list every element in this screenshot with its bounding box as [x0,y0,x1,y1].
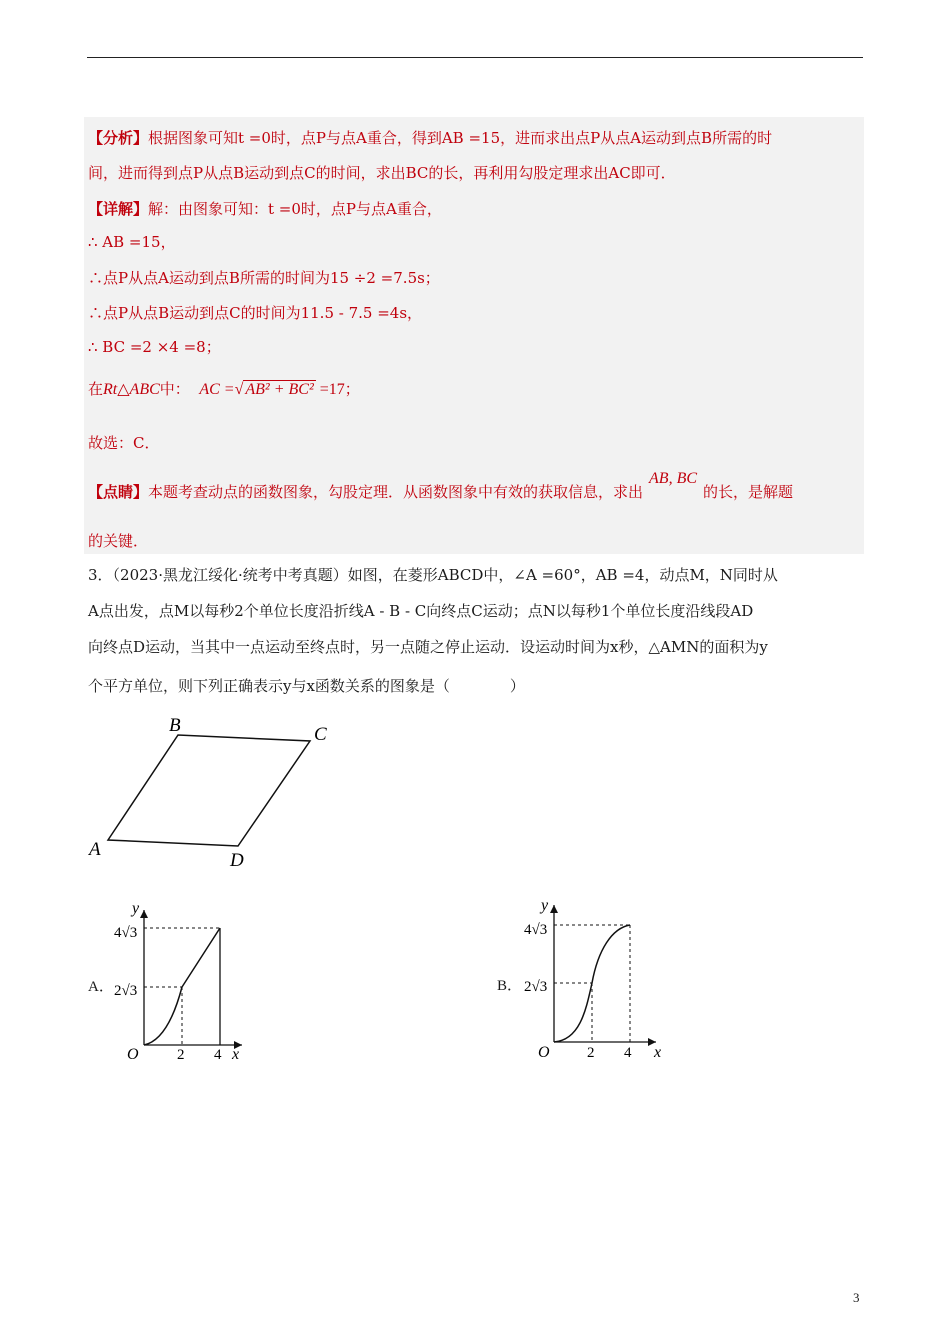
option-b-label: B． [497,978,523,994]
option-a-label: A． [88,979,114,995]
rhombus-figure [87,715,327,871]
step-2: ∴点P从点A运动到点B所需的时间为15 ÷2 =7.5s； [88,269,440,287]
x-label: x [654,1044,662,1061]
question-line-4: 个平方单位，则下列正确表示y与x函数关系的图象是（ ） [88,677,525,695]
x-tick-4: 4 [214,1047,222,1063]
comment-line-2: 的关键． [88,532,149,550]
radical-sign: √ [234,381,244,398]
choice-line: 故选：C． [88,434,160,452]
option-a-graph [114,900,242,1063]
vertex-D: D [230,850,244,871]
detail-line-1: 【详解】解：由图象可知：t =0时，点P与点A重合， [88,200,442,218]
question-line-3: 向终点D运动，当其中一点运动至终点时，另一点随之停止运动．设运动时间为x秒，△AMN的面积为y [88,638,768,656]
x-tick-4: 4 [624,1045,632,1061]
analysis-line-2: 间，进而得到点P从点B运动到点C的时间，求出BC的长，再利用勾股定理求出AC即可． [88,164,676,182]
vertex-C: C [314,724,327,745]
step-3: ∴点P从点B运动到点C的时间为11.5 - 7.5 =4s， [88,304,423,322]
analysis-line-1: 【分析】根据图象可知t =0时，点P与点A重合，得到AB =15，进而求出点P从点A运动到点B所需的时 [88,129,773,147]
vertex-B: B [169,715,181,736]
comment-expr: AB, BC [649,470,698,487]
step-4: ∴ BC =2 ×4 =8； [88,338,221,356]
analysis-tag: 【分析】 [88,129,149,147]
y-tick-2r3: 2√3 [524,979,548,995]
y-arrow [140,910,148,918]
y-tick-4r3: 4√3 [114,925,138,941]
triangle-expr: Rt△ABC [103,381,160,398]
y-arrow [550,905,558,913]
curve [144,928,220,1045]
y-tick-4r3: 4√3 [524,922,548,938]
origin-label: O [538,1044,550,1061]
comment-line-1: 【点睛】本题考查动点的函数图象，勾股定理．从函数图象中有效的获取信息，求出AB, BC的长，是解题 [88,470,794,501]
y-label: y [541,897,549,914]
x-tick-2: 2 [177,1047,185,1063]
vertex-A: A [89,839,101,860]
curve [554,925,630,1042]
x-label: x [232,1046,240,1063]
rhombus-outline [108,735,310,846]
radicand: AB² + BC² [245,381,314,398]
question-line-1: 3．（2023·黑龙江绥化·统考中考真题）如图，在菱形ABCD中，∠A =60°，AB =4，动点M，N同时从 [88,566,778,584]
step-5: 在Rt△ABC中： AC =√ AB² + BC² =17； [88,380,360,398]
detail-tag: 【详解】 [88,200,149,218]
origin-label: O [127,1046,139,1063]
comment-tag: 【点睛】 [88,483,149,501]
x-tick-2: 2 [587,1045,595,1061]
option-b-graph [524,897,661,1061]
question-line-2: A点出发，点M以每秒2个单位长度沿折线A - B - C向终点C运动；点N以每秒1个单位长度沿线段AD [88,602,754,620]
page-number: 3 [853,1290,860,1305]
step-1: ∴ AB =15， [88,233,176,251]
y-tick-2r3: 2√3 [114,983,138,999]
y-label: y [132,900,140,917]
